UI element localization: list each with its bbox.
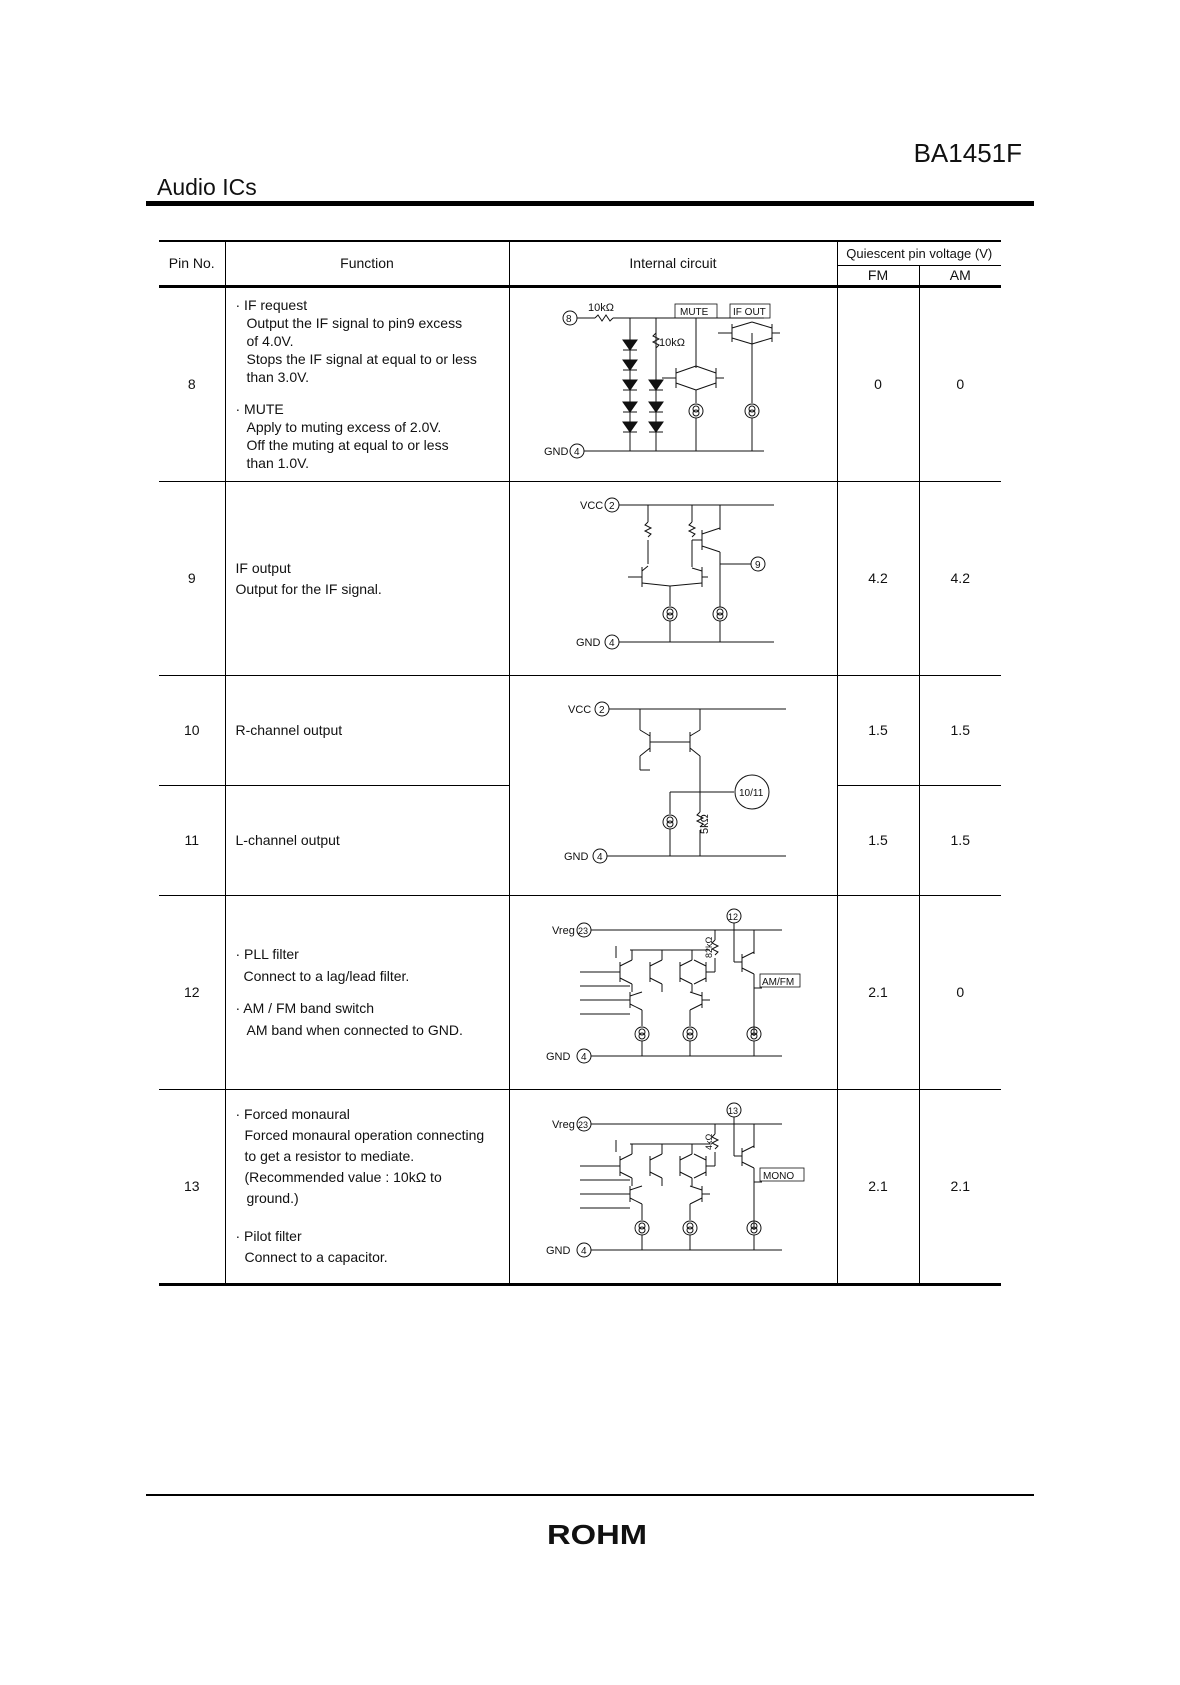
circuit-diagram-pin10-11 — [510, 676, 836, 892]
function-cell — [225, 286, 509, 481]
footer-rule — [146, 1494, 1034, 1496]
function-line: ground.) — [246, 1190, 299, 1206]
fm-voltage: 2.1 — [837, 895, 919, 1089]
function-cell — [225, 785, 509, 895]
rohm-logo — [545, 1518, 649, 1548]
pin-label: 4 — [581, 1245, 587, 1257]
fm-voltage: 1.5 — [837, 675, 919, 785]
internal-circuit-cell — [509, 895, 837, 1089]
function-line: Connect to a lag/lead filter. — [243, 968, 410, 984]
category-title: Audio ICs — [157, 174, 257, 200]
function-line: · AM / FM band switch — [235, 1000, 374, 1016]
header-internal-circuit: Internal circuit — [509, 241, 837, 286]
function-line: Output for the IF signal. — [235, 580, 382, 597]
ifout-label: IF OUT — [733, 306, 766, 318]
pin-label: 8 — [566, 313, 572, 325]
table-row — [159, 675, 1001, 785]
vcc-label: VCC — [568, 703, 592, 716]
pin-label: 9 — [755, 559, 761, 571]
header-rule — [146, 201, 1034, 206]
am-voltage: 2.1 — [919, 1089, 1001, 1284]
function-line: R-channel output — [235, 722, 343, 738]
pin-label: 2 — [599, 704, 605, 716]
function-line: · Pilot filter — [235, 1228, 302, 1244]
pin-label: 12 — [728, 911, 739, 922]
pin-label: 13 — [728, 1105, 739, 1116]
table-row — [159, 481, 1001, 675]
function-cell — [225, 675, 509, 785]
table-row — [159, 1089, 1001, 1284]
function-line: (Recommended value : 10kΩ to — [244, 1169, 442, 1185]
pin-number: 11 — [159, 785, 225, 895]
gnd-label: GND — [546, 1244, 571, 1257]
function-cell — [225, 895, 509, 1089]
function-line: Apply to muting excess of 2.0V. — [246, 419, 442, 435]
function-line: Stops the IF signal at equal to or less — [246, 351, 477, 367]
vreg-label: Vreg — [552, 924, 575, 937]
function-line: AM band when connected to GND. — [246, 1022, 463, 1038]
fm-voltage: 2.1 — [837, 1089, 919, 1284]
header-quiescent-voltage: Quiescent pin voltage (V) — [837, 241, 1001, 265]
circuit-diagram-pin13 — [510, 1090, 836, 1280]
function-line: Forced monaural operation connecting — [244, 1127, 485, 1143]
gnd-label: GND — [576, 636, 601, 649]
pin-label: 23 — [578, 925, 589, 936]
circuit-diagram-pin8 — [510, 288, 836, 478]
header-am: AM — [919, 265, 1001, 286]
function-line: than 1.0V. — [246, 455, 310, 471]
function-line: Connect to a capacitor. — [244, 1249, 388, 1265]
pin-label: 10/11 — [739, 787, 764, 799]
pin-number: 10 — [159, 675, 225, 785]
pin-number: 8 — [159, 286, 225, 481]
function-line: of 4.0V. — [246, 333, 294, 349]
circuit-diagram-pin9 — [510, 482, 836, 672]
pin-label: 4 — [581, 1051, 587, 1063]
table-row — [159, 286, 1001, 481]
part-number: BA1451F — [913, 138, 1022, 168]
vreg-label: Vreg — [552, 1118, 575, 1131]
switch-label: MONO — [763, 1170, 795, 1182]
header-pin-no: Pin No. — [159, 241, 225, 286]
pin-number: 9 — [159, 481, 225, 675]
gnd-label: GND — [544, 445, 569, 458]
gnd-label: GND — [564, 850, 589, 863]
table-row — [159, 895, 1001, 1089]
am-voltage: 0 — [919, 286, 1001, 481]
pin-number: 12 — [159, 895, 225, 1089]
vcc-label: VCC — [580, 499, 604, 512]
internal-circuit-cell — [509, 481, 837, 675]
pin-label: 23 — [578, 1119, 589, 1130]
pin-label: 4 — [597, 851, 603, 863]
pin-label: 4 — [574, 446, 580, 458]
function-cell — [225, 481, 509, 675]
function-line: Output the IF signal to pin9 excess — [246, 315, 463, 331]
resistor-label: 10kΩ — [659, 336, 685, 349]
am-voltage: 1.5 — [919, 785, 1001, 895]
fm-voltage: 1.5 — [837, 785, 919, 895]
pin-label: 4 — [609, 637, 615, 649]
mute-label: MUTE — [680, 306, 709, 318]
function-line: to get a resistor to mediate. — [244, 1148, 415, 1164]
resistor-label: 5kΩ — [699, 813, 711, 834]
am-voltage: 0 — [919, 895, 1001, 1089]
function-line: · PLL filter — [235, 946, 299, 962]
function-line: Off the muting at equal to or less — [246, 437, 449, 453]
pin-label: 2 — [609, 500, 615, 512]
function-line: IF output — [235, 559, 291, 576]
internal-circuit-cell — [509, 286, 837, 481]
fm-voltage: 0 — [837, 286, 919, 481]
function-cell — [225, 1089, 509, 1284]
am-voltage: 1.5 — [919, 675, 1001, 785]
fm-voltage: 4.2 — [837, 481, 919, 675]
resistor-label: 10kΩ — [588, 301, 614, 314]
resistor-label: 4kΩ — [704, 1133, 714, 1150]
function-line: · Forced monaural — [235, 1106, 350, 1122]
pin-function-table — [159, 240, 1001, 1286]
function-line: L-channel output — [235, 832, 340, 848]
pin-number: 13 — [159, 1089, 225, 1284]
header-fm: FM — [837, 265, 919, 286]
circuit-diagram-pin12 — [510, 896, 836, 1086]
am-voltage: 4.2 — [919, 481, 1001, 675]
internal-circuit-cell — [509, 1089, 837, 1284]
function-line: · IF request — [235, 297, 308, 313]
resistor-label: 82kΩ — [704, 936, 714, 958]
gnd-label: GND — [546, 1050, 571, 1063]
svg-text:ROHM: ROHM — [547, 1519, 647, 1548]
header-function: Function — [225, 241, 509, 286]
internal-circuit-cell — [509, 675, 837, 895]
function-line: · MUTE — [235, 401, 284, 417]
function-line: than 3.0V. — [246, 369, 310, 385]
switch-label: AM/FM — [762, 976, 795, 988]
